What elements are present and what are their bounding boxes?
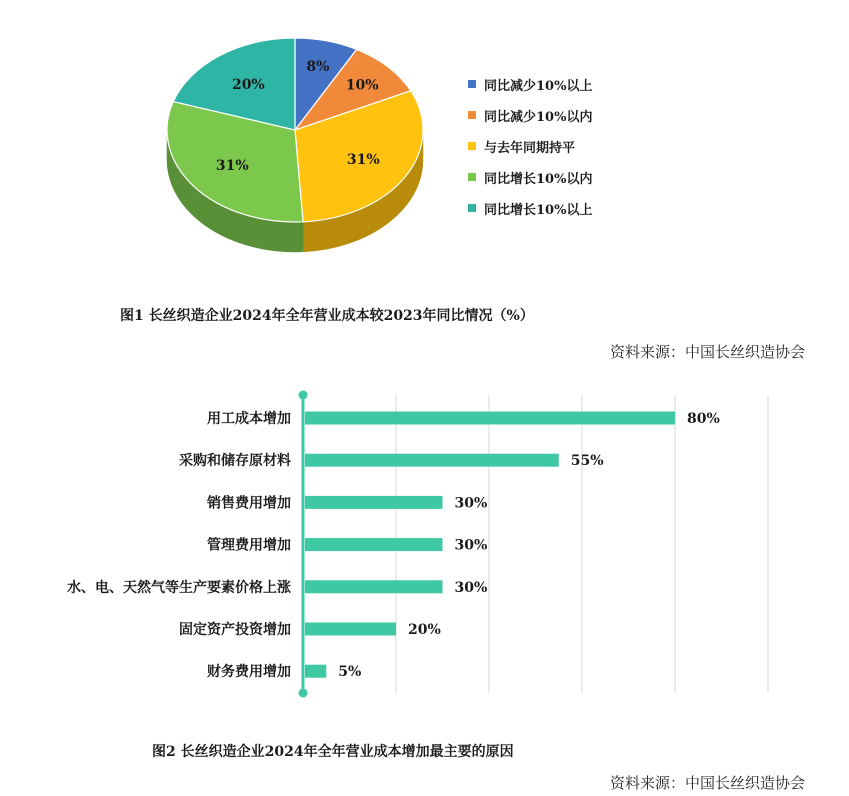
category-label-5: 固定资产投资增加 — [179, 622, 291, 638]
figure1-caption: 图1 长丝织造企业2024年全年营业成本较2023年同比情况（%） — [120, 308, 534, 324]
bar-data-label-6: 5% — [338, 664, 362, 681]
legend-label-4: 同比增长10%以上 — [484, 202, 593, 218]
legend-swatch-4 — [468, 204, 476, 212]
bar-2 — [305, 496, 443, 509]
bar-6 — [305, 665, 326, 678]
bar-data-label-0: 80% — [687, 411, 720, 427]
category-label-2: 销售费用增加 — [207, 495, 291, 512]
bar-5 — [305, 623, 396, 636]
figure1-source: 资料来源：中国长丝织造协会 — [609, 343, 805, 361]
legend-item-3 — [468, 168, 592, 186]
category-label-0: 用工成本增加 — [207, 411, 291, 427]
legend-label-1: 同比减少10%以内 — [484, 109, 593, 125]
legend-label-3: 同比增长10%以内 — [484, 171, 593, 187]
axis-end-dot-top — [299, 391, 308, 400]
figure2-source: 资料来源：中国长丝织造协会 — [609, 774, 805, 792]
bar-0 — [305, 412, 675, 425]
bar-data-label-1: 55% — [570, 453, 604, 470]
category-label-3: 管理费用增加 — [207, 537, 291, 554]
figure2-caption: 图2 长丝织造企业2024年全年营业成本增加最主要的原因 — [152, 744, 514, 760]
legend-swatch-2 — [468, 142, 476, 150]
legend-item-0 — [468, 75, 592, 93]
legend-item-4 — [468, 199, 592, 217]
bar-chart — [0, 380, 849, 710]
pie-data-label-4: 20% — [231, 76, 265, 93]
pie-data-label-0: 8% — [306, 58, 330, 75]
pie-data-label-3: 31% — [215, 157, 249, 174]
legend-item-2 — [468, 137, 575, 155]
bar-data-label-4: 30% — [454, 579, 488, 596]
bar-3 — [305, 538, 443, 551]
legend-swatch-1 — [468, 111, 476, 119]
legend-swatch-0 — [468, 80, 476, 88]
axis-end-dot-bottom — [299, 689, 308, 698]
category-label-6: 财务费用增加 — [207, 664, 291, 681]
bar-data-label-5: 20% — [408, 622, 441, 638]
category-label-4: 水、电、天然气等生产要素价格上涨 — [67, 579, 291, 596]
pie-chart — [150, 30, 450, 280]
bar-data-label-2: 30% — [454, 495, 488, 512]
legend-swatch-3 — [468, 173, 476, 181]
pie-data-label-2: 31% — [346, 152, 380, 169]
pie-data-label-1: 10% — [345, 77, 379, 94]
bar-1 — [305, 454, 559, 467]
legend-label-0: 同比减少10%以上 — [484, 78, 593, 94]
category-label-1: 采购和储存原材料 — [179, 453, 291, 470]
bar-data-label-3: 30% — [454, 537, 488, 554]
legend-label-2: 与去年同期持平 — [484, 140, 576, 156]
legend-item-1 — [468, 106, 592, 124]
bar-4 — [305, 580, 443, 593]
